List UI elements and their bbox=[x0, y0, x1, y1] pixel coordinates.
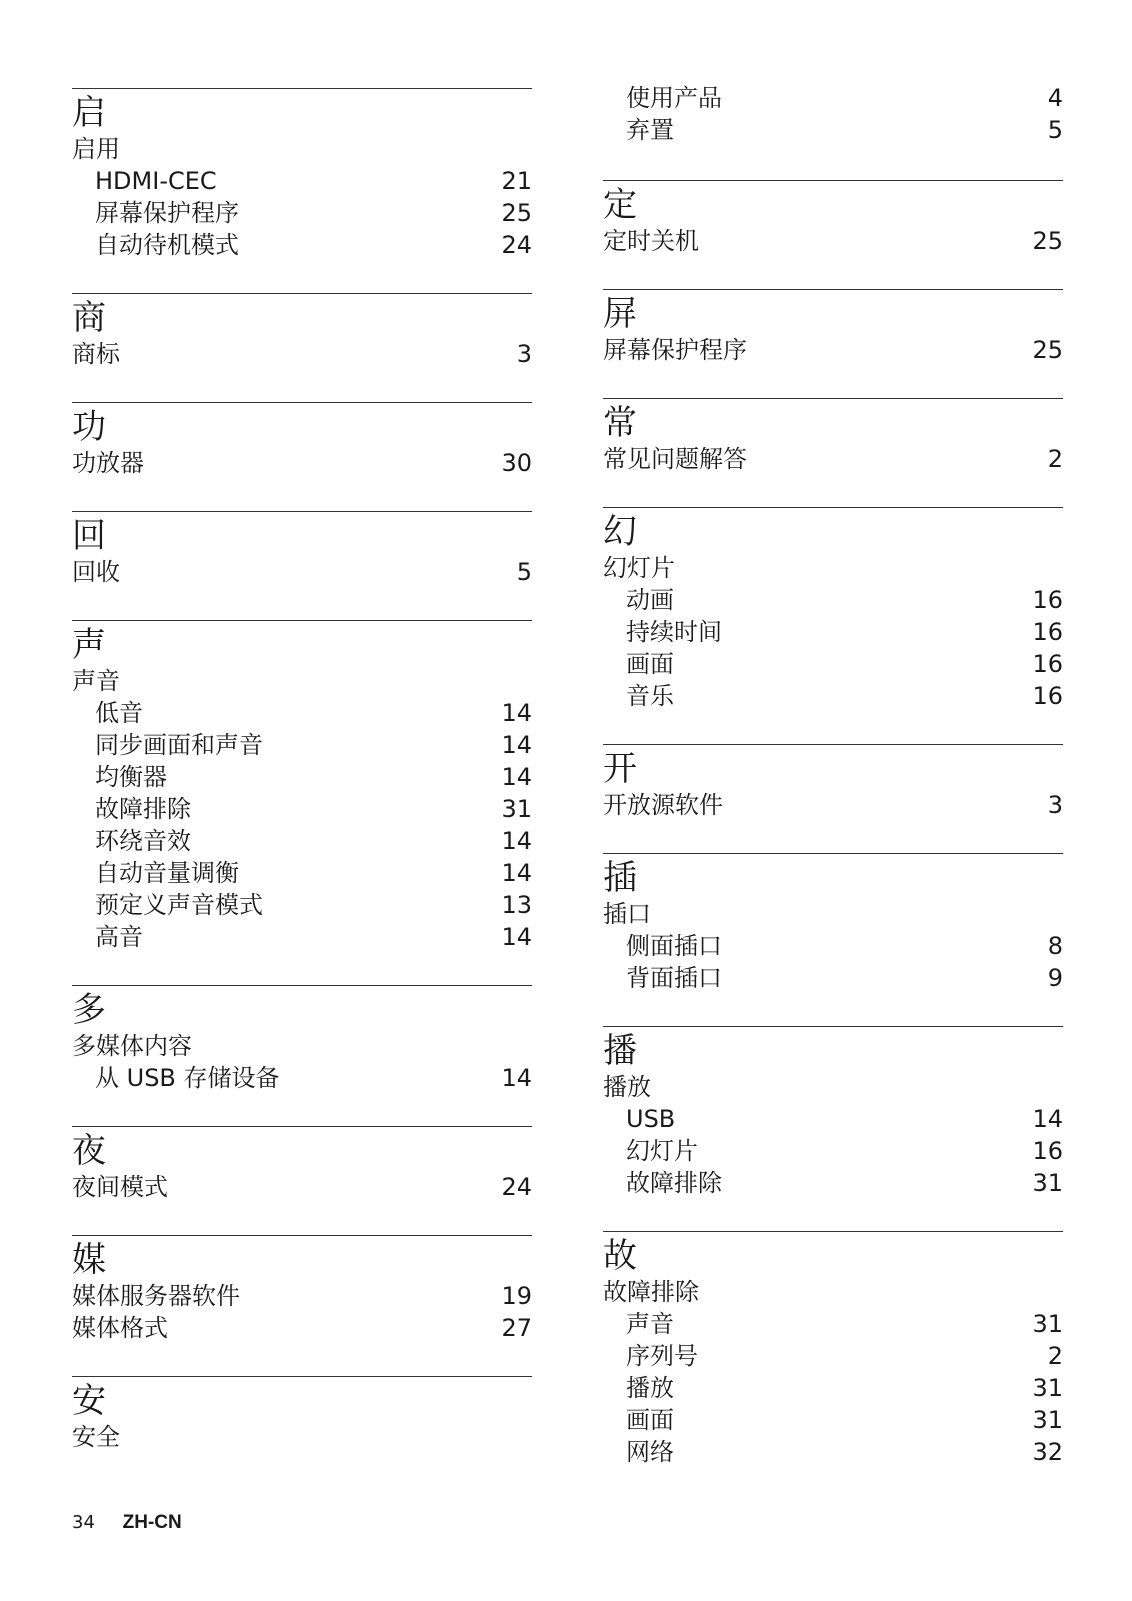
index-section bbox=[603, 1026, 1063, 1199]
index-subentry bbox=[72, 793, 532, 825]
entry-page-number: 24 bbox=[501, 1173, 532, 1201]
index-entry bbox=[72, 1171, 532, 1203]
entry-page-number: 3 bbox=[1047, 791, 1063, 819]
index-section bbox=[72, 1376, 532, 1453]
index-entry bbox=[72, 338, 532, 370]
section-heading: 媒 bbox=[72, 1240, 106, 1280]
entry-page-number: 19 bbox=[501, 1282, 532, 1310]
entry-term: 低音 bbox=[95, 699, 143, 727]
entry-page-number: 2 bbox=[1047, 1342, 1063, 1370]
page-number: 34 bbox=[72, 1512, 95, 1533]
entry-page-number: 14 bbox=[1032, 1105, 1063, 1133]
entry-term: 均衡器 bbox=[95, 763, 167, 791]
section-heading: 定 bbox=[603, 185, 637, 225]
entry-page-number: 14 bbox=[501, 731, 532, 759]
entry-term: 侧面插口 bbox=[626, 932, 722, 960]
entry-page-number: 14 bbox=[501, 1064, 532, 1092]
entry-term: 动画 bbox=[626, 586, 674, 614]
entry-term: 幻灯片 bbox=[603, 554, 675, 582]
index-subentry bbox=[72, 889, 532, 921]
section-heading: 回 bbox=[72, 516, 106, 556]
entry-page-number: 14 bbox=[501, 763, 532, 791]
entry-page-number: 21 bbox=[501, 167, 532, 195]
entry-term: 使用产品 bbox=[626, 84, 722, 112]
entry-term: 故障排除 bbox=[626, 1169, 722, 1197]
index-subentry bbox=[603, 1404, 1063, 1436]
entry-term: 屏幕保护程序 bbox=[603, 336, 747, 364]
index-subentry bbox=[603, 930, 1063, 962]
index-entry bbox=[603, 1071, 1063, 1103]
entry-page-number: 14 bbox=[501, 859, 532, 887]
index-entry bbox=[603, 552, 1063, 584]
index-entry bbox=[72, 556, 532, 588]
entry-page-number: 5 bbox=[1047, 116, 1063, 144]
index-subentry bbox=[603, 114, 1063, 146]
entry-page-number: 31 bbox=[1032, 1406, 1063, 1434]
index-section bbox=[603, 1231, 1063, 1468]
section-heading: 故 bbox=[603, 1236, 637, 1276]
index-section bbox=[72, 1235, 532, 1344]
index-subentry bbox=[603, 1372, 1063, 1404]
index-entry bbox=[72, 665, 532, 697]
entry-term: 画面 bbox=[626, 650, 674, 678]
entry-term: 屏幕保护程序 bbox=[95, 199, 239, 227]
language-code: ZH-CN bbox=[122, 1512, 182, 1533]
index-section bbox=[603, 289, 1063, 366]
index-subentry bbox=[72, 229, 532, 261]
entry-term: 常见问题解答 bbox=[603, 445, 747, 473]
index-entry bbox=[603, 334, 1063, 366]
index-subentry bbox=[72, 729, 532, 761]
entry-term: 媒体服务器软件 bbox=[72, 1282, 240, 1310]
index-entry bbox=[72, 1030, 532, 1062]
index-section bbox=[603, 744, 1063, 821]
index-subentry bbox=[603, 584, 1063, 616]
index-subentry bbox=[72, 825, 532, 857]
index-entry bbox=[72, 1312, 532, 1344]
index-subentry bbox=[72, 697, 532, 729]
entry-term: 声音 bbox=[72, 667, 120, 695]
index-subentry bbox=[603, 648, 1063, 680]
index-entry bbox=[72, 133, 532, 165]
entry-term: 多媒体内容 bbox=[72, 1032, 192, 1060]
index-subentry bbox=[603, 680, 1063, 712]
index-subentry bbox=[603, 1135, 1063, 1167]
entry-term: 自动待机模式 bbox=[95, 231, 239, 259]
section-heading: 幻 bbox=[603, 512, 637, 552]
entry-term: 故障排除 bbox=[95, 795, 191, 823]
index-entry bbox=[72, 1421, 532, 1453]
index-entry bbox=[603, 789, 1063, 821]
index-subentry bbox=[603, 1340, 1063, 1372]
entry-page-number: 2 bbox=[1047, 445, 1063, 473]
entry-term: 插口 bbox=[603, 900, 651, 928]
entry-page-number: 14 bbox=[501, 827, 532, 855]
index-section bbox=[72, 985, 532, 1094]
entry-term: 回收 bbox=[72, 558, 120, 586]
section-heading: 屏 bbox=[603, 294, 637, 334]
entry-page-number: 25 bbox=[1032, 227, 1063, 255]
entry-page-number: 13 bbox=[501, 891, 532, 919]
page-footer bbox=[72, 1512, 182, 1534]
entry-term: USB bbox=[626, 1105, 676, 1133]
entry-term: 播放 bbox=[603, 1073, 651, 1101]
entry-term: 幻灯片 bbox=[626, 1137, 698, 1165]
index-column-right bbox=[603, 82, 1063, 1500]
index-column-left bbox=[72, 88, 532, 1485]
index-entry bbox=[72, 1280, 532, 1312]
index-section bbox=[603, 398, 1063, 475]
index-subentry bbox=[72, 1062, 532, 1094]
index-section bbox=[72, 620, 532, 953]
index-section bbox=[603, 180, 1063, 257]
section-heading: 启 bbox=[72, 93, 106, 133]
entry-page-number: 31 bbox=[1032, 1310, 1063, 1338]
entry-term: 播放 bbox=[626, 1374, 674, 1402]
index-subentry bbox=[603, 616, 1063, 648]
section-heading: 功 bbox=[72, 407, 106, 447]
entry-page-number: 16 bbox=[1032, 586, 1063, 614]
index-section bbox=[72, 511, 532, 588]
entry-page-number: 14 bbox=[501, 699, 532, 727]
entry-term: 夜间模式 bbox=[72, 1173, 168, 1201]
entry-term: 媒体格式 bbox=[72, 1314, 168, 1342]
entry-page-number: 5 bbox=[516, 558, 532, 586]
section-heading: 夜 bbox=[72, 1131, 106, 1171]
section-heading: 播 bbox=[603, 1031, 637, 1071]
entry-term: 自动音量调衡 bbox=[95, 859, 239, 887]
index-subentry bbox=[72, 761, 532, 793]
entry-page-number: 16 bbox=[1032, 682, 1063, 710]
section-heading: 多 bbox=[72, 990, 106, 1030]
entry-page-number: 9 bbox=[1047, 964, 1063, 992]
entry-term: 画面 bbox=[626, 1406, 674, 1434]
entry-page-number: 4 bbox=[1047, 84, 1063, 112]
entry-term: 序列号 bbox=[626, 1342, 698, 1370]
entry-term: 网络 bbox=[626, 1438, 674, 1466]
entry-term: HDMI-CEC bbox=[95, 167, 217, 195]
entry-term: 故障排除 bbox=[603, 1278, 699, 1306]
index-subentry bbox=[72, 921, 532, 953]
entry-term: 持续时间 bbox=[626, 618, 722, 646]
index-subentry bbox=[603, 1167, 1063, 1199]
entry-page-number: 3 bbox=[516, 340, 532, 368]
index-entry bbox=[603, 443, 1063, 475]
index-subentry bbox=[603, 1103, 1063, 1135]
entry-term: 同步画面和声音 bbox=[95, 731, 263, 759]
entry-page-number: 16 bbox=[1032, 1137, 1063, 1165]
entry-page-number: 31 bbox=[1032, 1374, 1063, 1402]
entry-term: 预定义声音模式 bbox=[95, 891, 263, 919]
entry-page-number: 14 bbox=[501, 923, 532, 951]
section-heading: 开 bbox=[603, 749, 637, 789]
index-section bbox=[72, 88, 532, 261]
entry-term: 安全 bbox=[72, 1423, 120, 1451]
section-heading: 插 bbox=[603, 858, 637, 898]
entry-term: 高音 bbox=[95, 923, 143, 951]
index-subentry bbox=[72, 165, 532, 197]
entry-term: 声音 bbox=[626, 1310, 674, 1338]
index-subentry bbox=[72, 197, 532, 229]
section-heading: 安 bbox=[72, 1381, 106, 1421]
index-subentry bbox=[603, 82, 1063, 114]
entry-page-number: 27 bbox=[501, 1314, 532, 1342]
index-section bbox=[72, 402, 532, 479]
entry-term: 背面插口 bbox=[626, 964, 722, 992]
index-entry bbox=[603, 225, 1063, 257]
index-subentry bbox=[603, 962, 1063, 994]
section-heading: 商 bbox=[72, 298, 106, 338]
entry-page-number: 31 bbox=[1032, 1169, 1063, 1197]
index-section bbox=[72, 1126, 532, 1203]
entry-page-number: 31 bbox=[501, 795, 532, 823]
index-entry bbox=[603, 898, 1063, 930]
index-subentry bbox=[603, 1308, 1063, 1340]
entry-term: 环绕音效 bbox=[95, 827, 191, 855]
entry-page-number: 25 bbox=[1032, 336, 1063, 364]
entry-page-number: 24 bbox=[501, 231, 532, 259]
index-subentry bbox=[72, 857, 532, 889]
index-section bbox=[603, 507, 1063, 712]
entry-term: 商标 bbox=[72, 340, 120, 368]
entry-term: 开放源软件 bbox=[603, 791, 723, 819]
entry-page-number: 25 bbox=[501, 199, 532, 227]
index-entry bbox=[72, 447, 532, 479]
index-entry bbox=[603, 1276, 1063, 1308]
entry-term: 从 USB 存储设备 bbox=[95, 1064, 280, 1092]
entry-page-number: 30 bbox=[501, 449, 532, 477]
continued-entries bbox=[603, 82, 1063, 146]
entry-page-number: 8 bbox=[1047, 932, 1063, 960]
entry-term: 功放器 bbox=[72, 449, 144, 477]
entry-page-number: 16 bbox=[1032, 618, 1063, 646]
entry-term: 启用 bbox=[72, 135, 120, 163]
section-heading: 常 bbox=[603, 403, 637, 443]
index-section bbox=[603, 853, 1063, 994]
entry-term: 弃置 bbox=[626, 116, 674, 144]
index-section bbox=[72, 293, 532, 370]
entry-page-number: 32 bbox=[1032, 1438, 1063, 1466]
index-subentry bbox=[603, 1436, 1063, 1468]
entry-term: 音乐 bbox=[626, 682, 674, 710]
section-heading: 声 bbox=[72, 625, 106, 665]
entry-page-number: 16 bbox=[1032, 650, 1063, 678]
entry-term: 定时关机 bbox=[603, 227, 699, 255]
